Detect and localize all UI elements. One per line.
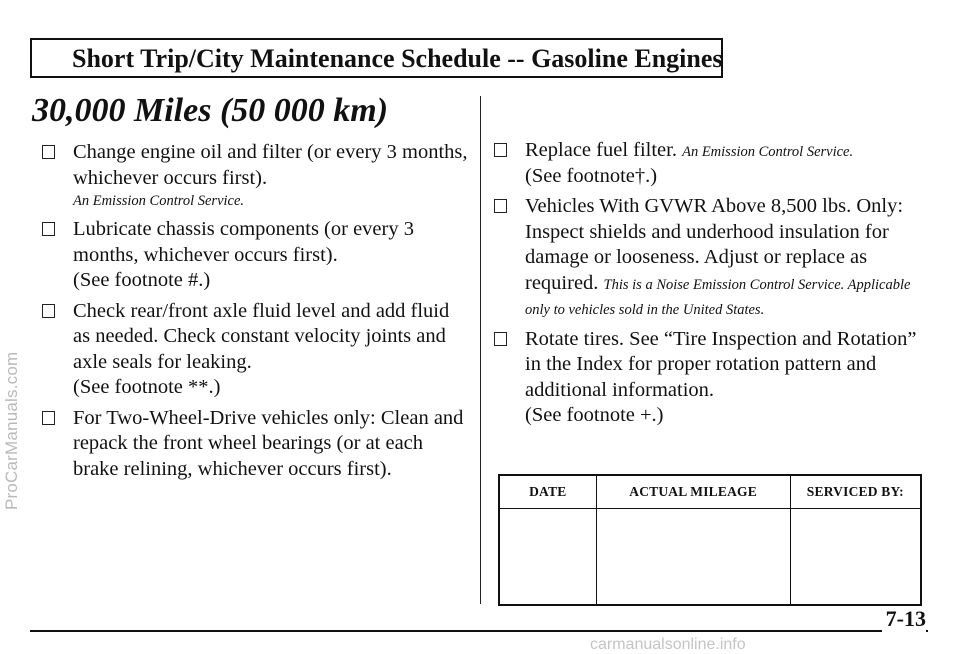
footer-url: carmanualsonline.info	[590, 636, 746, 653]
checkbox-icon[interactable]	[42, 222, 55, 236]
column-header-mileage: ACTUAL MILEAGE	[596, 475, 790, 509]
item-text: For Two-Wheel-Drive vehicles only: Clean and repack the front wheel bearings (or at each brake relining, whichever occurs first).	[73, 406, 464, 480]
item-footnote: (See footnote #.)	[73, 269, 211, 291]
checklist-item	[40, 406, 470, 483]
column-header-serviced-by: SERVICED BY:	[790, 475, 921, 509]
item-text: Vehicles With GVWR Above 8,500 lbs. Only: Inspect shields and underhood insulation for damage or looseness. Adjust or replace as required.	[525, 195, 904, 294]
checkbox-icon[interactable]	[494, 332, 507, 346]
item-text: Change engine oil and filter (or every 3 months, whichever occurs first).	[73, 141, 468, 189]
mileage-cell[interactable]	[596, 509, 790, 606]
checkbox-icon[interactable]	[42, 411, 55, 425]
item-note: This is a Noise Emission Control Service. Applicable only to vehicles sold in the United States.	[525, 276, 911, 318]
date-cell[interactable]	[499, 509, 596, 606]
section-header	[30, 38, 723, 78]
table-row	[499, 509, 921, 606]
table-header-row	[499, 475, 921, 509]
checklist-item	[40, 140, 470, 212]
checklist-item	[492, 327, 932, 429]
checkbox-icon[interactable]	[494, 199, 507, 213]
left-column	[40, 140, 470, 487]
checklist-item	[492, 138, 932, 189]
item-text: Rotate tires. See “Tire Inspection and Rotation” in the Index for proper rotation pattern and additional information.	[525, 327, 917, 401]
checkbox-icon[interactable]	[42, 145, 55, 159]
item-footnote: (See footnote +.)	[525, 404, 664, 426]
item-text: Replace fuel filter.	[525, 139, 677, 161]
column-divider	[480, 96, 481, 604]
checklist-item	[40, 299, 470, 401]
footer-rule	[30, 630, 928, 632]
checkbox-icon[interactable]	[494, 143, 507, 157]
page-number: 7-13	[882, 606, 926, 632]
column-header-date: DATE	[499, 475, 596, 509]
item-note: An Emission Control Service.	[73, 193, 245, 209]
checkbox-icon[interactable]	[42, 304, 55, 318]
item-note: An Emission Control Service.	[682, 144, 854, 160]
item-text: Lubricate chassis components (or every 3 months, whichever occurs first).	[73, 218, 414, 266]
service-record-table	[498, 474, 922, 606]
item-footnote: (See footnote **.)	[73, 376, 221, 398]
item-footnote: (See footnote†.)	[525, 164, 658, 187]
checklist-item	[40, 217, 470, 294]
section-title: Short Trip/City Maintenance Schedule -- Gasoline Engines	[72, 44, 723, 73]
item-text: Check rear/front axle fluid level and add fluid as needed. Check constant velocity joints and axle seals for leaking.	[73, 299, 450, 373]
watermark-text: ProCarManuals.com	[2, 351, 21, 510]
mileage-heading: 30,000 Miles (50 000 km)	[32, 92, 389, 129]
right-column	[492, 138, 932, 434]
serviced-by-cell[interactable]	[790, 509, 921, 606]
checklist-item	[492, 194, 932, 322]
